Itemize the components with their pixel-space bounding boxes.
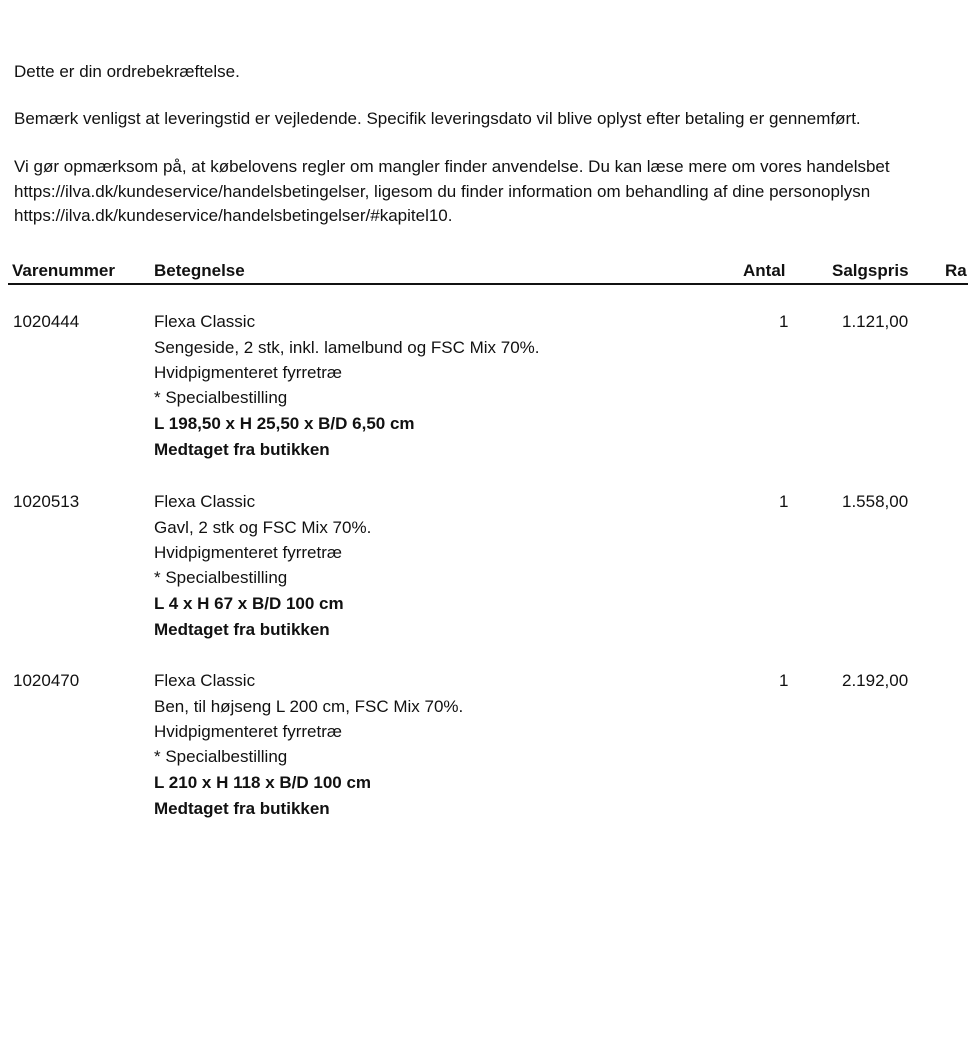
product-name: Flexa Classic [154, 492, 256, 511]
terms-text-line-1: Vi gør opmærksom på, at købelovens regler om mangler finder anvendelse. Du kan læse mere om vores handelsbet [14, 157, 890, 176]
product-finish: Hvidpigmenteret fyrretræ [154, 363, 343, 382]
product-finish: Hvidpigmenteret fyrretræ [154, 543, 343, 562]
order-table-header [8, 259, 968, 285]
confirmation-text: Dette er din ordrebekræftelse. [14, 62, 240, 81]
sale-price: 1.121,00 [842, 312, 909, 331]
header-discount: Ra [945, 261, 967, 280]
privacy-link-line[interactable]: https://ilva.dk/kundeservice/handelsbetingelser/#kapitel10. [14, 206, 453, 225]
delivery-method: Medtaget fra butikken [154, 620, 330, 639]
product-detail: Ben, til højseng L 200 cm, FSC Mix 70%. [154, 697, 464, 716]
item-number: 1020444 [13, 312, 80, 331]
item-number: 1020513 [13, 492, 80, 511]
header-price: Salgspris [832, 261, 909, 280]
delivery-method: Medtaget fra butikken [154, 799, 330, 818]
special-order-note: * Specialbestilling [154, 568, 288, 587]
header-description: Betegnelse [154, 261, 245, 280]
delivery-note: Bemærk venligst at leveringstid er vejledende. Specifik leveringsdato vil blive oplyst efter betaling er gennemført. [14, 109, 861, 128]
item-number: 1020470 [13, 671, 80, 690]
product-dimensions: L 4 x H 67 x B/D 100 cm [154, 594, 344, 613]
quantity: 1 [779, 312, 789, 331]
sale-price: 1.558,00 [842, 492, 909, 511]
quantity: 1 [779, 492, 789, 511]
product-dimensions: L 198,50 x H 25,50 x B/D 6,50 cm [154, 414, 415, 433]
quantity: 1 [779, 671, 789, 690]
product-name: Flexa Classic [154, 671, 256, 690]
product-detail: Gavl, 2 stk og FSC Mix 70%. [154, 518, 372, 537]
product-name: Flexa Classic [154, 312, 256, 331]
product-dimensions: L 210 x H 118 x B/D 100 cm [154, 773, 372, 792]
special-order-note: * Specialbestilling [154, 747, 288, 766]
special-order-note: * Specialbestilling [154, 388, 288, 407]
delivery-method: Medtaget fra butikken [154, 440, 330, 459]
product-finish: Hvidpigmenteret fyrretræ [154, 722, 343, 741]
sale-price: 2.192,00 [842, 671, 909, 690]
terms-link-line[interactable]: https://ilva.dk/kundeservice/handelsbetingelser, ligesom du finder information om behandling af dine personoplysn [14, 182, 871, 201]
product-detail: Sengeside, 2 stk, inkl. lamelbund og FSC Mix 70%. [154, 338, 540, 357]
header-quantity: Antal [743, 261, 786, 280]
header-item-number: Varenummer [12, 261, 115, 280]
